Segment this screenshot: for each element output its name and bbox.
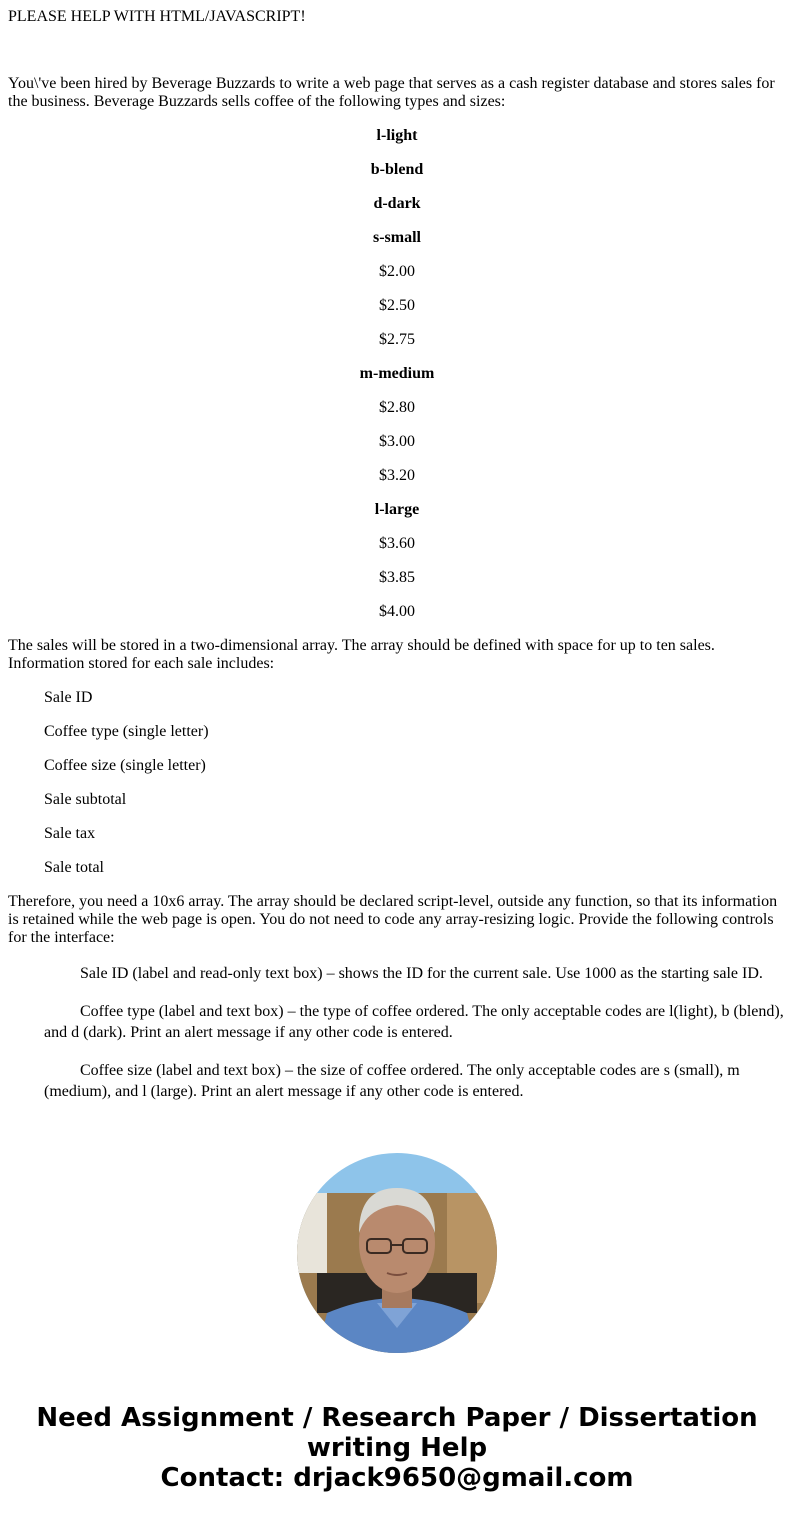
- avatar: [297, 1153, 497, 1353]
- price-row: $3.00: [379, 433, 415, 450]
- price-row: $2.75: [379, 331, 415, 348]
- price-row: m-medium: [359, 365, 435, 382]
- intro-paragraph: You\'ve been hired by Beverage Buzzards to write a web page that serves as a cash register database and stores sales for the business. Beverage Buzzards sells coffee of the following types and sizes:: [8, 75, 775, 110]
- contact-banner: [0, 1403, 794, 1493]
- control-item-coffee-type: Coffee type (label and text box) – the type of coffee ordered. The only acceptable codes are l(light), b (blend), and d (dark). Print an alert message if any other code is entered.: [44, 1003, 784, 1041]
- price-row: $2.50: [379, 297, 415, 314]
- banner-contact-email: Contact: drjack9650@gmail.com: [160, 1463, 634, 1493]
- question-title: PLEASE HELP WITH HTML/JAVASCRIPT!: [8, 8, 306, 25]
- controls-list: [8, 963, 786, 1102]
- sale-fields-list: [8, 689, 786, 877]
- price-row: l-large: [374, 501, 420, 518]
- price-row: $3.85: [379, 569, 415, 586]
- price-row: $2.80: [379, 399, 415, 416]
- banner-line-2: writing Help: [306, 1433, 488, 1463]
- price-row: s-small: [373, 229, 421, 246]
- price-row: d-dark: [373, 195, 421, 212]
- price-row: $3.60: [379, 535, 415, 552]
- price-row: $2.00: [379, 263, 415, 280]
- price-row: b-blend: [370, 161, 424, 178]
- sale-field-item: Sale ID: [44, 689, 93, 706]
- price-row: $4.00: [379, 603, 415, 620]
- avatar-portrait-image: [297, 1153, 497, 1353]
- control-item-coffee-size: Coffee size (label and text box) – the size of coffee ordered. The only acceptable codes are s (small), m (medium), and l (large). Print an alert message if any other code is entered.: [44, 1062, 740, 1100]
- price-list: [8, 127, 786, 621]
- price-row: $3.20: [379, 467, 415, 484]
- array-paragraph: Therefore, you need a 10x6 array. The array should be declared script-level, outside any function, so that its information is retained while the web page is open. You do not need to code any array-resizing logic. Provide the following controls for the interface:: [8, 893, 778, 946]
- price-row: l-light: [376, 127, 418, 144]
- banner-line-1: Need Assignment / Research Paper / Dissertation: [36, 1403, 758, 1433]
- control-item-sale-id: Sale ID (label and read-only text box) – shows the ID for the current sale. Use 1000 as the starting sale ID.: [80, 965, 763, 982]
- storage-paragraph: The sales will be stored in a two-dimensional array. The array should be defined with space for up to ten sales. Information stored for each sale includes:: [8, 637, 715, 672]
- sale-field-item: Sale total: [44, 859, 104, 876]
- sale-field-item: Coffee size (single letter): [44, 757, 206, 774]
- sale-field-item: Coffee type (single letter): [44, 723, 209, 740]
- sale-field-item: Sale subtotal: [44, 791, 127, 808]
- sale-field-item: Sale tax: [44, 825, 96, 842]
